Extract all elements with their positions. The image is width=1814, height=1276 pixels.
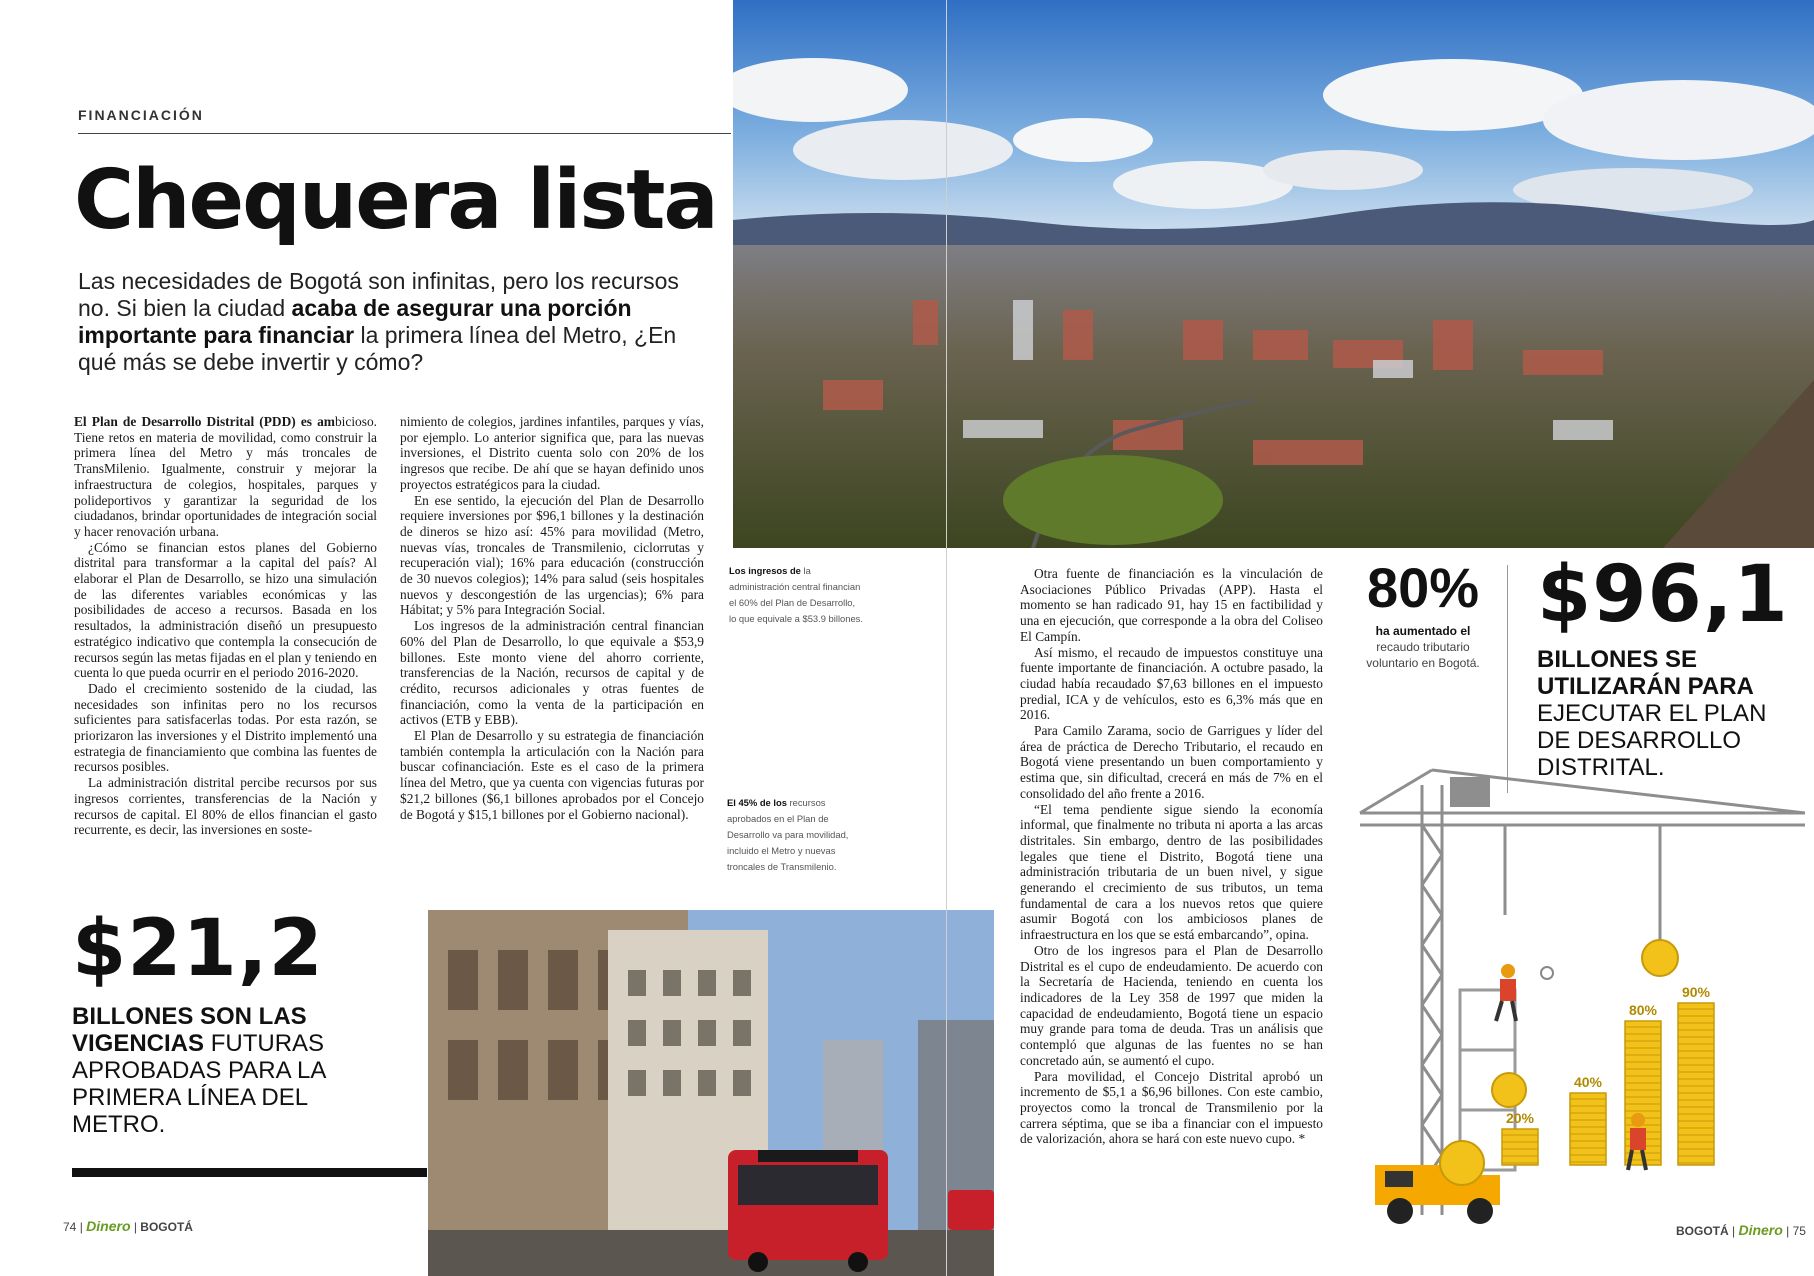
folio-section: BOGOTÁ (140, 1220, 193, 1234)
stat-label-bold: ha aumentado el (1375, 624, 1471, 638)
worker-icon (1496, 964, 1516, 1021)
stat-label-bold: BILLONES SE UTILIZARÁN PARA (1537, 646, 1754, 700)
paragraph: ¿Cómo se financian estos planes del Gobierno distrital para transformar a la capital del país? Al elaborar el Plan de Desarrollo, se hizo una simulación de las diferentes variables económicas y las posibilidades de acceso a recursos. Basada en los resultados, la administración diseñó un presupuesto estratégico indicativo que contempla la consecución de recursos según las metas fijadas en el plan y teniendo en cuenta lo que pueda ocurrir en el periodo 2016-2020. (74, 539, 377, 681)
paragraph (74, 414, 377, 540)
caption-lead: Los ingresos de (729, 565, 801, 576)
street-bus-image (428, 910, 994, 1276)
construction-infographic (1350, 765, 1814, 1235)
bar-percent-label: 20% (1505, 1110, 1535, 1126)
caption-lead: El 45% de los (727, 797, 787, 808)
deck-text-2: la primera línea del Metro, ¿En qué más se debe invertir y cómo? (78, 322, 677, 375)
stat-rule (72, 1168, 427, 1177)
lead-in: El Plan de Desarrollo Distrital (PDD) es am (74, 414, 335, 429)
stat-number-80: 80% (1366, 556, 1480, 619)
stat-divider (1507, 565, 1508, 793)
photo-caption-2 (727, 795, 872, 875)
stat-label-text: EJECUTAR EL PLAN DE DESARROLLO DISTRITAL. (1537, 700, 1767, 781)
section-label: FINANCIACIÓN (78, 107, 204, 123)
body-column-1 (74, 414, 377, 838)
folio-right: BOGOTÁ | Dinero | 75 (1676, 1222, 1806, 1238)
gear-icon (1541, 967, 1553, 979)
folio-left: 74 | Dinero | BOGOTÁ (63, 1218, 193, 1234)
paragraph: La administración distrital percibe recursos por sus ingresos corrientes, transferencias de la Nación y recursos de capital. El 80% de ellos financian el gasto recurrente, es decir, las inversiones en soste- (74, 775, 377, 838)
transmilenio-street-photo (428, 910, 994, 1276)
section-rule (78, 133, 731, 134)
crane-coins-illustration (1350, 765, 1814, 1235)
paragraph: El Plan de Desarrollo y su estrategia de financiación también contempla la articulación con la Nación para buscar cofinanciación. Este es el caso de la primera línea del Metro, que ya cuenta con vigencias futuras por $21,2 billones ($6,1 billones aprobados por el Concejo de Bogotá y $15,1 billones por el Gobierno nacional). (400, 728, 704, 822)
stat-label-80 (1352, 623, 1494, 671)
brand-logo: Dinero (86, 1218, 131, 1234)
body-column-3 (1020, 566, 1323, 1147)
brand-logo: Dinero (1738, 1222, 1783, 1238)
stat-label-text: recaudo tributario voluntario en Bogotá. (1366, 640, 1480, 670)
page-number: 74 (63, 1220, 77, 1234)
paragraph: Para movilidad, el Concejo Distrital aprobó un incremento de $5,1 a $6,96 billones. Con este cambio, proyectos como la troncal de Transmilenio por la carrera séptima, que se iba a financiar con el impuesto de valorización, ahora se hará con este nuevo cupo. * (1020, 1068, 1323, 1147)
article-deck (78, 268, 708, 376)
page-gutter (946, 0, 947, 1276)
article-headline: Chequera lista (74, 153, 717, 248)
stat-label-96 (1537, 646, 1797, 781)
truck-icon (1375, 1141, 1500, 1224)
stat-number-96: $96,1 (1537, 550, 1789, 640)
paragraph: En ese sentido, la ejecución del Plan de Desarrollo requiere inversiones por $96,1 billones y la destinación de dineros se hizo así: 45% para movilidad (Metro, nuevas vías, troncales de Transmilenio, ciclorrutas y recuperación vial); 16% para educación (construcción de 30 nuevos colegios); 14% para salud (seis hospitales nuevos y descongestión de las urgencias); 6% para Hábitat; y 5% para Integración Social. (400, 492, 704, 618)
stat-label-bold: BILLONES SON LAS VIGENCIAS (72, 1003, 307, 1057)
page-number: 75 (1792, 1224, 1806, 1238)
paragraph: Los ingresos de la administración central financian 60% del Plan de Desarrollo, lo que equivale a $53,9 billones. Este monto viene del ahorro corriente, transferencias de la Nación, recursos de capital y de crédito, recursos adicionales y otras fuentes de financiación, como la venta de la participación en activos (ETB y EBB). (400, 618, 704, 728)
paragraph: Otra fuente de financiación es la vinculación de Asociaciones Público Privadas (APP). Hasta el momento se han radicado 91, hay 15 en factibilidad y una en ejecución, que corresponde a la obra del Coliseo El Campín. (1020, 566, 1323, 644)
paragraph: nimiento de colegios, jardines infantiles, parques y vías, por ejemplo. Lo anterior significa que, para las nuevas inversiones, el Distrito cuenta solo con 20% de los ingresos que recibe. De ahí que se hayan definido unos proyectos estratégicos para la ciudad. (400, 414, 704, 492)
hanging-coin-icon (1642, 940, 1678, 976)
paragraph: “El tema pendiente sigue siendo la economía informal, que finalmente no tributa ni aporta a las arcas distritales. Sin embargo, dentro de las posibilidades legales que tiene el Distrito, Bogotá tiene una administración tributaria de un buen nivel, y sigue generando el crecimiento de sus tributos, un tema fundamental de cara a los nuevos retos que quiere asumir Bogotá con los ambiciosos planes de infraestructura en los que se está embarcando”, opina. (1020, 801, 1323, 943)
coin-stack-bars (1502, 984, 1714, 1165)
coin-stack-bar (1678, 1003, 1714, 1165)
coin-icon (1492, 1073, 1526, 1107)
city-panorama-image (733, 0, 1814, 548)
folio-section: BOGOTÁ (1676, 1224, 1729, 1238)
stat-number-21: $21,2 (72, 904, 324, 994)
bar-percent-label: 40% (1573, 1074, 1603, 1090)
coin-stack-bar (1570, 1093, 1606, 1165)
deck-text-bold: acaba de asegurar una porción importante para financiar (78, 295, 632, 348)
coin-stack-bar (1502, 1129, 1538, 1165)
crane-cabin-icon (1450, 777, 1490, 807)
bar-percent-label: 80% (1628, 1002, 1658, 1018)
stat-label-text: FUTURAS APROBADAS PARA LA PRIMERA LÍNEA DEL METRO. (72, 1030, 325, 1138)
paragraph: Así mismo, el recaudo de impuestos constituye una fuente importante de financiación. A octubre pasado, la ciudad había recaudado $7,63 billones en el impuesto predial, ICA y de vehículos, esto es 6,3% más que en 2016. (1020, 644, 1323, 723)
photo-caption-1 (729, 563, 864, 627)
paragraph-text: bicioso. Tiene retos en materia de movilidad, como construir la primera línea del Metro y más troncales de TransMilenio. Igualmente, construir y mejorar la infraestructura de colegios, hospitales, parques y polideportivos y garantizar la seguridad de los ciudadanos, brindar oportunidades de integración social y hacer renovación urbana. (74, 414, 377, 539)
caption-text: la administración central financian el 60% del Plan de Desarrollo, lo que equivale a $53.9 billones. (729, 565, 863, 624)
city-panorama-photo (733, 0, 1814, 548)
body-column-2 (400, 414, 704, 822)
paragraph: Para Camilo Zarama, socio de Garrigues y líder del área de práctica de Derecho Tributario, el recaudo en Bogotá viene presentando un buen comportamiento y estima que, sin dificultad, crecerá en más de 7% en el consolidado del año frente a 2016. (1020, 723, 1323, 801)
bar-percent-label: 90% (1681, 984, 1711, 1000)
deck-text-1: Las necesidades de Bogotá son infinitas, pero los recursos no. Si bien la ciudad (78, 268, 679, 321)
stat-label-21 (72, 1003, 372, 1138)
caption-text: recursos aprobados en el Plan de Desarrollo va para movilidad, incluido el Metro y nuevas troncales de Transmilenio. (727, 797, 849, 872)
paragraph: Dado el crecimiento sostenido de la ciudad, las necesidades son infinitas pero no los recursos suficientes para satisfacerlas todas. Por esta razón, se priorizaron las inversiones y el Distrito implementó una estrategia de financiamiento que combina las fuentes de recursos posibles. (74, 680, 377, 775)
paragraph: Otro de los ingresos para el Plan de Desarrollo Distrital es el cupo de endeudamiento. De acuerdo con la Secretaría de Hacienda, teniendo en cuenta los indicadores de la Ley 358 de 1997 que miden la capacidad de endeudamiento, Bogotá tiene un espacio muy grande para toma de deuda. Tras un análisis que contempló que algunas de las fuentes no se han concretado aún, se aumentó el cupo. (1020, 942, 1323, 1068)
